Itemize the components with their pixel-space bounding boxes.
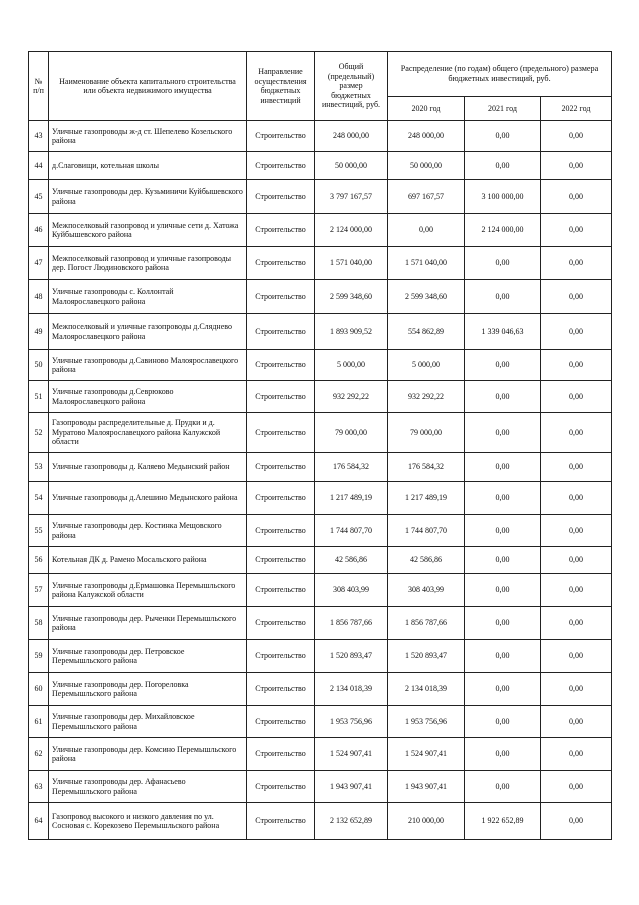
row-2021: 0,00: [465, 673, 541, 706]
row-2022: 0,00: [541, 738, 612, 771]
row-total: 1 893 909,52: [315, 314, 388, 350]
table-row: [29, 574, 612, 607]
row-2021: 3 100 000,00: [465, 180, 541, 214]
row-number: 57: [29, 574, 49, 607]
row-number: 43: [29, 121, 49, 152]
row-2022: 0,00: [541, 314, 612, 350]
row-number: 44: [29, 152, 49, 180]
header-year-2021: 2021 год: [465, 97, 541, 121]
row-object-name: Уличные газопроводы д.Севрюково Малоярославецкого района: [49, 381, 247, 413]
row-total: 3 797 167,57: [315, 180, 388, 214]
row-2021: 1 339 046,63: [465, 314, 541, 350]
row-number: 61: [29, 706, 49, 738]
row-direction: Строительство: [247, 121, 315, 152]
row-total: 1 520 893,47: [315, 640, 388, 673]
header-number: [29, 52, 49, 121]
row-2020: 2 134 018,39: [388, 673, 465, 706]
row-total: 932 292,22: [315, 381, 388, 413]
row-number: 52: [29, 413, 49, 453]
row-2021: 2 124 000,00: [465, 214, 541, 247]
row-total: 1 953 756,96: [315, 706, 388, 738]
row-number: 60: [29, 673, 49, 706]
row-2021: 0,00: [465, 413, 541, 453]
row-direction: Строительство: [247, 314, 315, 350]
table-row: [29, 771, 612, 803]
row-total: 1 943 907,41: [315, 771, 388, 803]
table-row: [29, 180, 612, 214]
row-2021: 0,00: [465, 706, 541, 738]
row-2020: 42 586,86: [388, 547, 465, 574]
row-object-name: Уличные газопроводы д. Каляево Медынский район: [49, 453, 247, 482]
row-number: 58: [29, 607, 49, 640]
row-2022: 0,00: [541, 607, 612, 640]
row-object-name: Уличные газопроводы ж-д ст. Шепелево Козельского района: [49, 121, 247, 152]
row-total: 2 132 652,89: [315, 803, 388, 840]
row-object-name: Уличные газопроводы д.Ермашовка Перемышльского района Калужской области: [49, 574, 247, 607]
row-2020: 176 584,32: [388, 453, 465, 482]
table-body: [29, 121, 612, 840]
row-2022: 0,00: [541, 574, 612, 607]
row-total: 50 000,00: [315, 152, 388, 180]
row-number: 51: [29, 381, 49, 413]
row-2022: 0,00: [541, 180, 612, 214]
row-object-name: Уличные газопроводы д.Алешино Медынского района: [49, 482, 247, 515]
row-2022: 0,00: [541, 214, 612, 247]
header-object-name: [49, 52, 247, 121]
row-direction: Строительство: [247, 247, 315, 280]
table-row: [29, 214, 612, 247]
row-2020: 1 520 893,47: [388, 640, 465, 673]
row-2020: 50 000,00: [388, 152, 465, 180]
row-total: 1 524 907,41: [315, 738, 388, 771]
row-direction: Строительство: [247, 381, 315, 413]
row-object-name: Газопровод высокого и низкого давления по ул. Сосновая с. Корекозево Перемышльского района: [49, 803, 247, 840]
row-2020: 1 524 907,41: [388, 738, 465, 771]
row-2021: 0,00: [465, 152, 541, 180]
row-total: 1 744 807,70: [315, 515, 388, 547]
row-total: 308 403,99: [315, 574, 388, 607]
row-direction: Строительство: [247, 515, 315, 547]
row-2020: 308 403,99: [388, 574, 465, 607]
table-row: [29, 247, 612, 280]
table-row: [29, 482, 612, 515]
row-2021: 0,00: [465, 547, 541, 574]
row-direction: Строительство: [247, 803, 315, 840]
row-2022: 0,00: [541, 350, 612, 381]
row-number: 46: [29, 214, 49, 247]
row-direction: Строительство: [247, 413, 315, 453]
row-2022: 0,00: [541, 771, 612, 803]
row-direction: Строительство: [247, 640, 315, 673]
row-total: 2 124 000,00: [315, 214, 388, 247]
row-2021: 0,00: [465, 738, 541, 771]
row-2020: 1 571 040,00: [388, 247, 465, 280]
table-row: [29, 673, 612, 706]
table-row: [29, 547, 612, 574]
row-number: 45: [29, 180, 49, 214]
row-direction: Строительство: [247, 350, 315, 381]
header-total: [315, 52, 388, 121]
header-year-2020: 2020 год: [388, 97, 465, 121]
row-2020: 932 292,22: [388, 381, 465, 413]
row-2020: 79 000,00: [388, 413, 465, 453]
row-2022: 0,00: [541, 547, 612, 574]
header-direction: [247, 52, 315, 121]
row-number: 48: [29, 280, 49, 314]
row-number: 63: [29, 771, 49, 803]
row-object-name: д.Слаговищи, котельная школы: [49, 152, 247, 180]
table-row: [29, 607, 612, 640]
row-object-name: Уличные газопроводы дер. Погореловка Перемышльского района: [49, 673, 247, 706]
row-object-name: Уличные газопроводы дер. Костинка Мещовского района: [49, 515, 247, 547]
row-2020: 697 167,57: [388, 180, 465, 214]
table-row: [29, 121, 612, 152]
row-2021: 0,00: [465, 640, 541, 673]
row-direction: Строительство: [247, 574, 315, 607]
row-total: 248 000,00: [315, 121, 388, 152]
table-row: [29, 515, 612, 547]
table-row: [29, 152, 612, 180]
row-object-name: Межпоселковый газопровод и уличные сети д. Хатожа Куйбышевского района: [49, 214, 247, 247]
row-2020: 1 953 756,96: [388, 706, 465, 738]
header-number-text: № п/п: [33, 76, 44, 95]
table-row: [29, 413, 612, 453]
table-row: [29, 738, 612, 771]
row-direction: Строительство: [247, 706, 315, 738]
table-row: [29, 453, 612, 482]
row-2020: 210 000,00: [388, 803, 465, 840]
row-2020: 5 000,00: [388, 350, 465, 381]
row-total: 2 599 348,60: [315, 280, 388, 314]
row-2022: 0,00: [541, 453, 612, 482]
row-number: 54: [29, 482, 49, 515]
row-2020: 0,00: [388, 214, 465, 247]
row-object-name: Уличные газопроводы дер. Петровское Перемышльского района: [49, 640, 247, 673]
row-2021: 0,00: [465, 453, 541, 482]
row-number: 47: [29, 247, 49, 280]
row-direction: Строительство: [247, 152, 315, 180]
row-direction: Строительство: [247, 547, 315, 574]
row-total: 1 217 489,19: [315, 482, 388, 515]
row-2021: 0,00: [465, 515, 541, 547]
row-total: 1 856 787,66: [315, 607, 388, 640]
row-2022: 0,00: [541, 152, 612, 180]
header-distribution-text: Распределение (по годам) общего (предельного) размера бюджетных инвестиций, руб.: [400, 64, 599, 83]
row-2022: 0,00: [541, 515, 612, 547]
row-direction: Строительство: [247, 214, 315, 247]
row-2022: 0,00: [541, 640, 612, 673]
row-2022: 0,00: [541, 413, 612, 453]
table-row: [29, 640, 612, 673]
row-object-name: Газопроводы распределительные д. Прудки и д. Муратово Малоярославецкого района Калужской области: [49, 413, 247, 453]
row-2022: 0,00: [541, 247, 612, 280]
row-2021: 0,00: [465, 482, 541, 515]
row-2021: 0,00: [465, 247, 541, 280]
row-2022: 0,00: [541, 121, 612, 152]
row-direction: Строительство: [247, 280, 315, 314]
row-2021: 0,00: [465, 350, 541, 381]
table-row: [29, 350, 612, 381]
row-object-name: Уличные газопроводы дер. Михайловское Перемышльского района: [49, 706, 247, 738]
row-total: 176 584,32: [315, 453, 388, 482]
row-number: 64: [29, 803, 49, 840]
header-distribution: [388, 52, 612, 97]
row-total: 2 134 018,39: [315, 673, 388, 706]
table-row: [29, 280, 612, 314]
row-number: 50: [29, 350, 49, 381]
row-object-name: Уличные газопроводы дер. Комсино Перемышльского района: [49, 738, 247, 771]
budget-investment-table: [28, 51, 612, 840]
row-2021: 1 922 652,89: [465, 803, 541, 840]
header-object-name-text: Наименование объекта капитального строительства или объекта недвижимого имущества: [59, 76, 236, 95]
row-object-name: Уличные газопроводы дер. Рыченки Перемышльского района: [49, 607, 247, 640]
row-2020: 1 943 907,41: [388, 771, 465, 803]
row-2020: 1 856 787,66: [388, 607, 465, 640]
table-row: [29, 706, 612, 738]
header-total-text: Общий (предельный) размер бюджетных инвестиций, руб.: [321, 62, 381, 110]
row-2021: 0,00: [465, 607, 541, 640]
row-object-name: Котельная ДК д. Рамено Мосальского района: [49, 547, 247, 574]
row-direction: Строительство: [247, 453, 315, 482]
header-year-2022: 2022 год: [541, 97, 612, 121]
row-direction: Строительство: [247, 482, 315, 515]
row-2020: 248 000,00: [388, 121, 465, 152]
row-total: 1 571 040,00: [315, 247, 388, 280]
table-row: [29, 314, 612, 350]
row-direction: Строительство: [247, 738, 315, 771]
row-2021: 0,00: [465, 771, 541, 803]
row-object-name: Уличные газопроводы д.Савиново Малоярославецкого района: [49, 350, 247, 381]
table-header: [29, 52, 612, 121]
row-2021: 0,00: [465, 280, 541, 314]
table-row: [29, 803, 612, 840]
row-2022: 0,00: [541, 673, 612, 706]
row-2020: 2 599 348,60: [388, 280, 465, 314]
row-direction: Строительство: [247, 180, 315, 214]
row-2022: 0,00: [541, 482, 612, 515]
row-object-name: Межпоселковый газопровод и уличные газопроводы дер. Погост Людиновского района: [49, 247, 247, 280]
row-total: 5 000,00: [315, 350, 388, 381]
row-2021: 0,00: [465, 121, 541, 152]
row-2022: 0,00: [541, 706, 612, 738]
row-total: 42 586,86: [315, 547, 388, 574]
row-number: 53: [29, 453, 49, 482]
row-2022: 0,00: [541, 381, 612, 413]
row-direction: Строительство: [247, 673, 315, 706]
row-total: 79 000,00: [315, 413, 388, 453]
row-2021: 0,00: [465, 574, 541, 607]
header-direction-text: Направление осуществления бюджетных инвестиций: [254, 67, 307, 105]
row-2020: 554 862,89: [388, 314, 465, 350]
row-object-name: Межпоселковый и уличные газопроводы д.Сляднево Малоярославецкого района: [49, 314, 247, 350]
row-number: 62: [29, 738, 49, 771]
row-object-name: Уличные газопроводы дер. Кузьминичи Куйбышевского района: [49, 180, 247, 214]
row-number: 56: [29, 547, 49, 574]
row-direction: Строительство: [247, 771, 315, 803]
row-object-name: Уличные газопроводы дер. Афанасьево Перемышльского района: [49, 771, 247, 803]
row-number: 49: [29, 314, 49, 350]
row-direction: Строительство: [247, 607, 315, 640]
row-2022: 0,00: [541, 803, 612, 840]
row-2020: 1 744 807,70: [388, 515, 465, 547]
row-2020: 1 217 489,19: [388, 482, 465, 515]
row-2022: 0,00: [541, 280, 612, 314]
row-number: 59: [29, 640, 49, 673]
row-number: 55: [29, 515, 49, 547]
row-object-name: Уличные газопроводы с. Коллонтай Малоярославецкого района: [49, 280, 247, 314]
row-2021: 0,00: [465, 381, 541, 413]
table-row: [29, 381, 612, 413]
